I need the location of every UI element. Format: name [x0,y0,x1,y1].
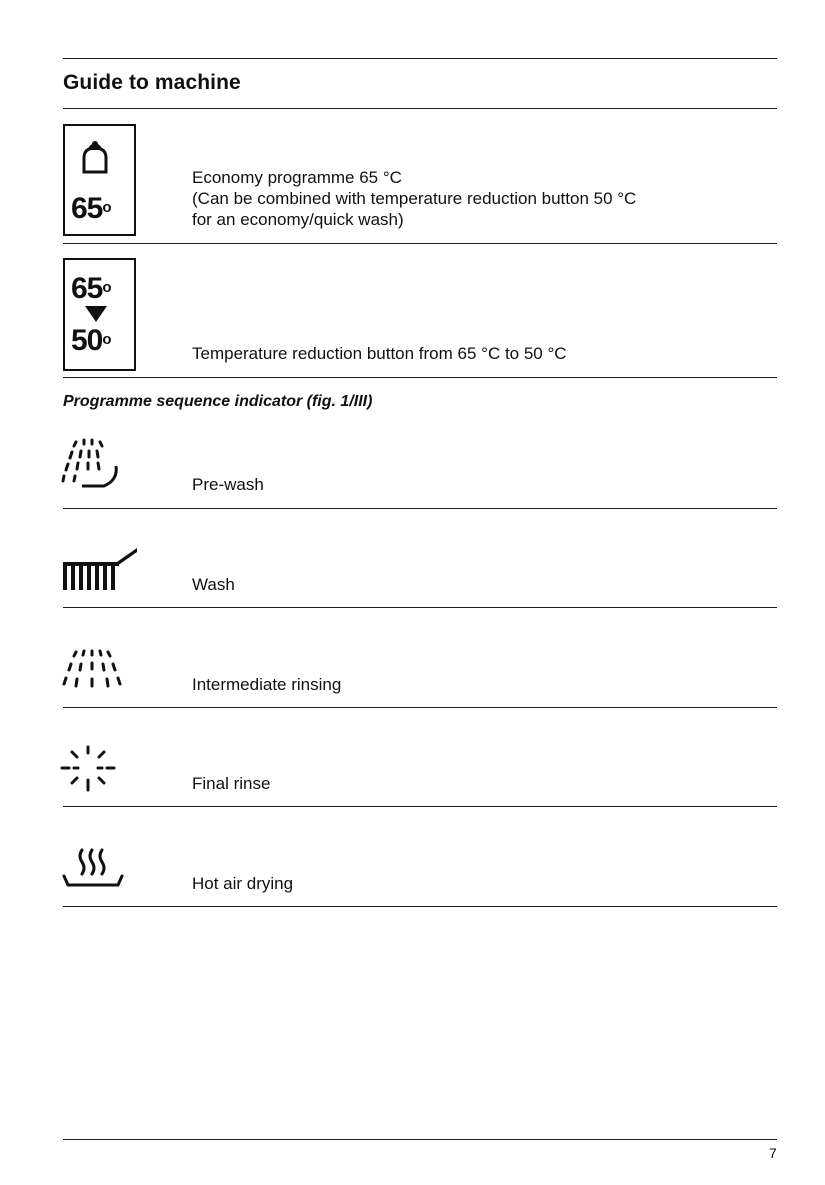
indicator-label-pre-wash: Pre-wash [192,475,264,494]
economy-desc-line-1: Economy programme 65 °C [192,168,402,187]
page-title: Guide to machine [63,71,241,94]
footer-rule [63,1139,777,1140]
intermediate-rinsing-icon [60,648,130,694]
divider [63,806,777,807]
title-rule [63,108,777,109]
reduction-temp-top: 65$^o$ [71,272,111,305]
economy-desc-line-3: for an economy/quick wash) [192,210,404,229]
reduction-temp-bottom: 50$^o$ [71,324,111,357]
divider [63,243,777,244]
economy-programme-icon [63,124,136,236]
indicator-label-wash: Wash [192,575,235,594]
economy-temp-label: 65$^o$ [71,192,111,225]
divider [63,707,777,708]
hot-air-drying-icon [60,848,126,890]
pre-wash-icon [60,436,132,498]
reduction-desc: Temperature reduction button from 65 °C to 50 °C [192,344,567,363]
down-arrow-icon [85,306,107,322]
final-rinse-icon [60,744,116,794]
indicator-label-hot-air-drying: Hot air drying [192,874,294,893]
divider [63,377,777,378]
economy-desc-line-2: (Can be combined with temperature reduction button 50 °C [192,189,637,208]
divider [63,508,777,509]
indicator-label-final-rinse: Final rinse [192,774,271,793]
indicator-label-intermediate-rinsing: Intermediate rinsing [192,675,342,694]
section-title: Programme sequence indicator (fig. 1/III) [63,393,373,410]
divider [63,607,777,608]
temperature-reduction-icon [63,258,136,371]
page-number: 7 [769,1145,777,1161]
wash-icon [62,548,140,592]
divider [63,906,777,907]
top-rule [63,58,777,59]
